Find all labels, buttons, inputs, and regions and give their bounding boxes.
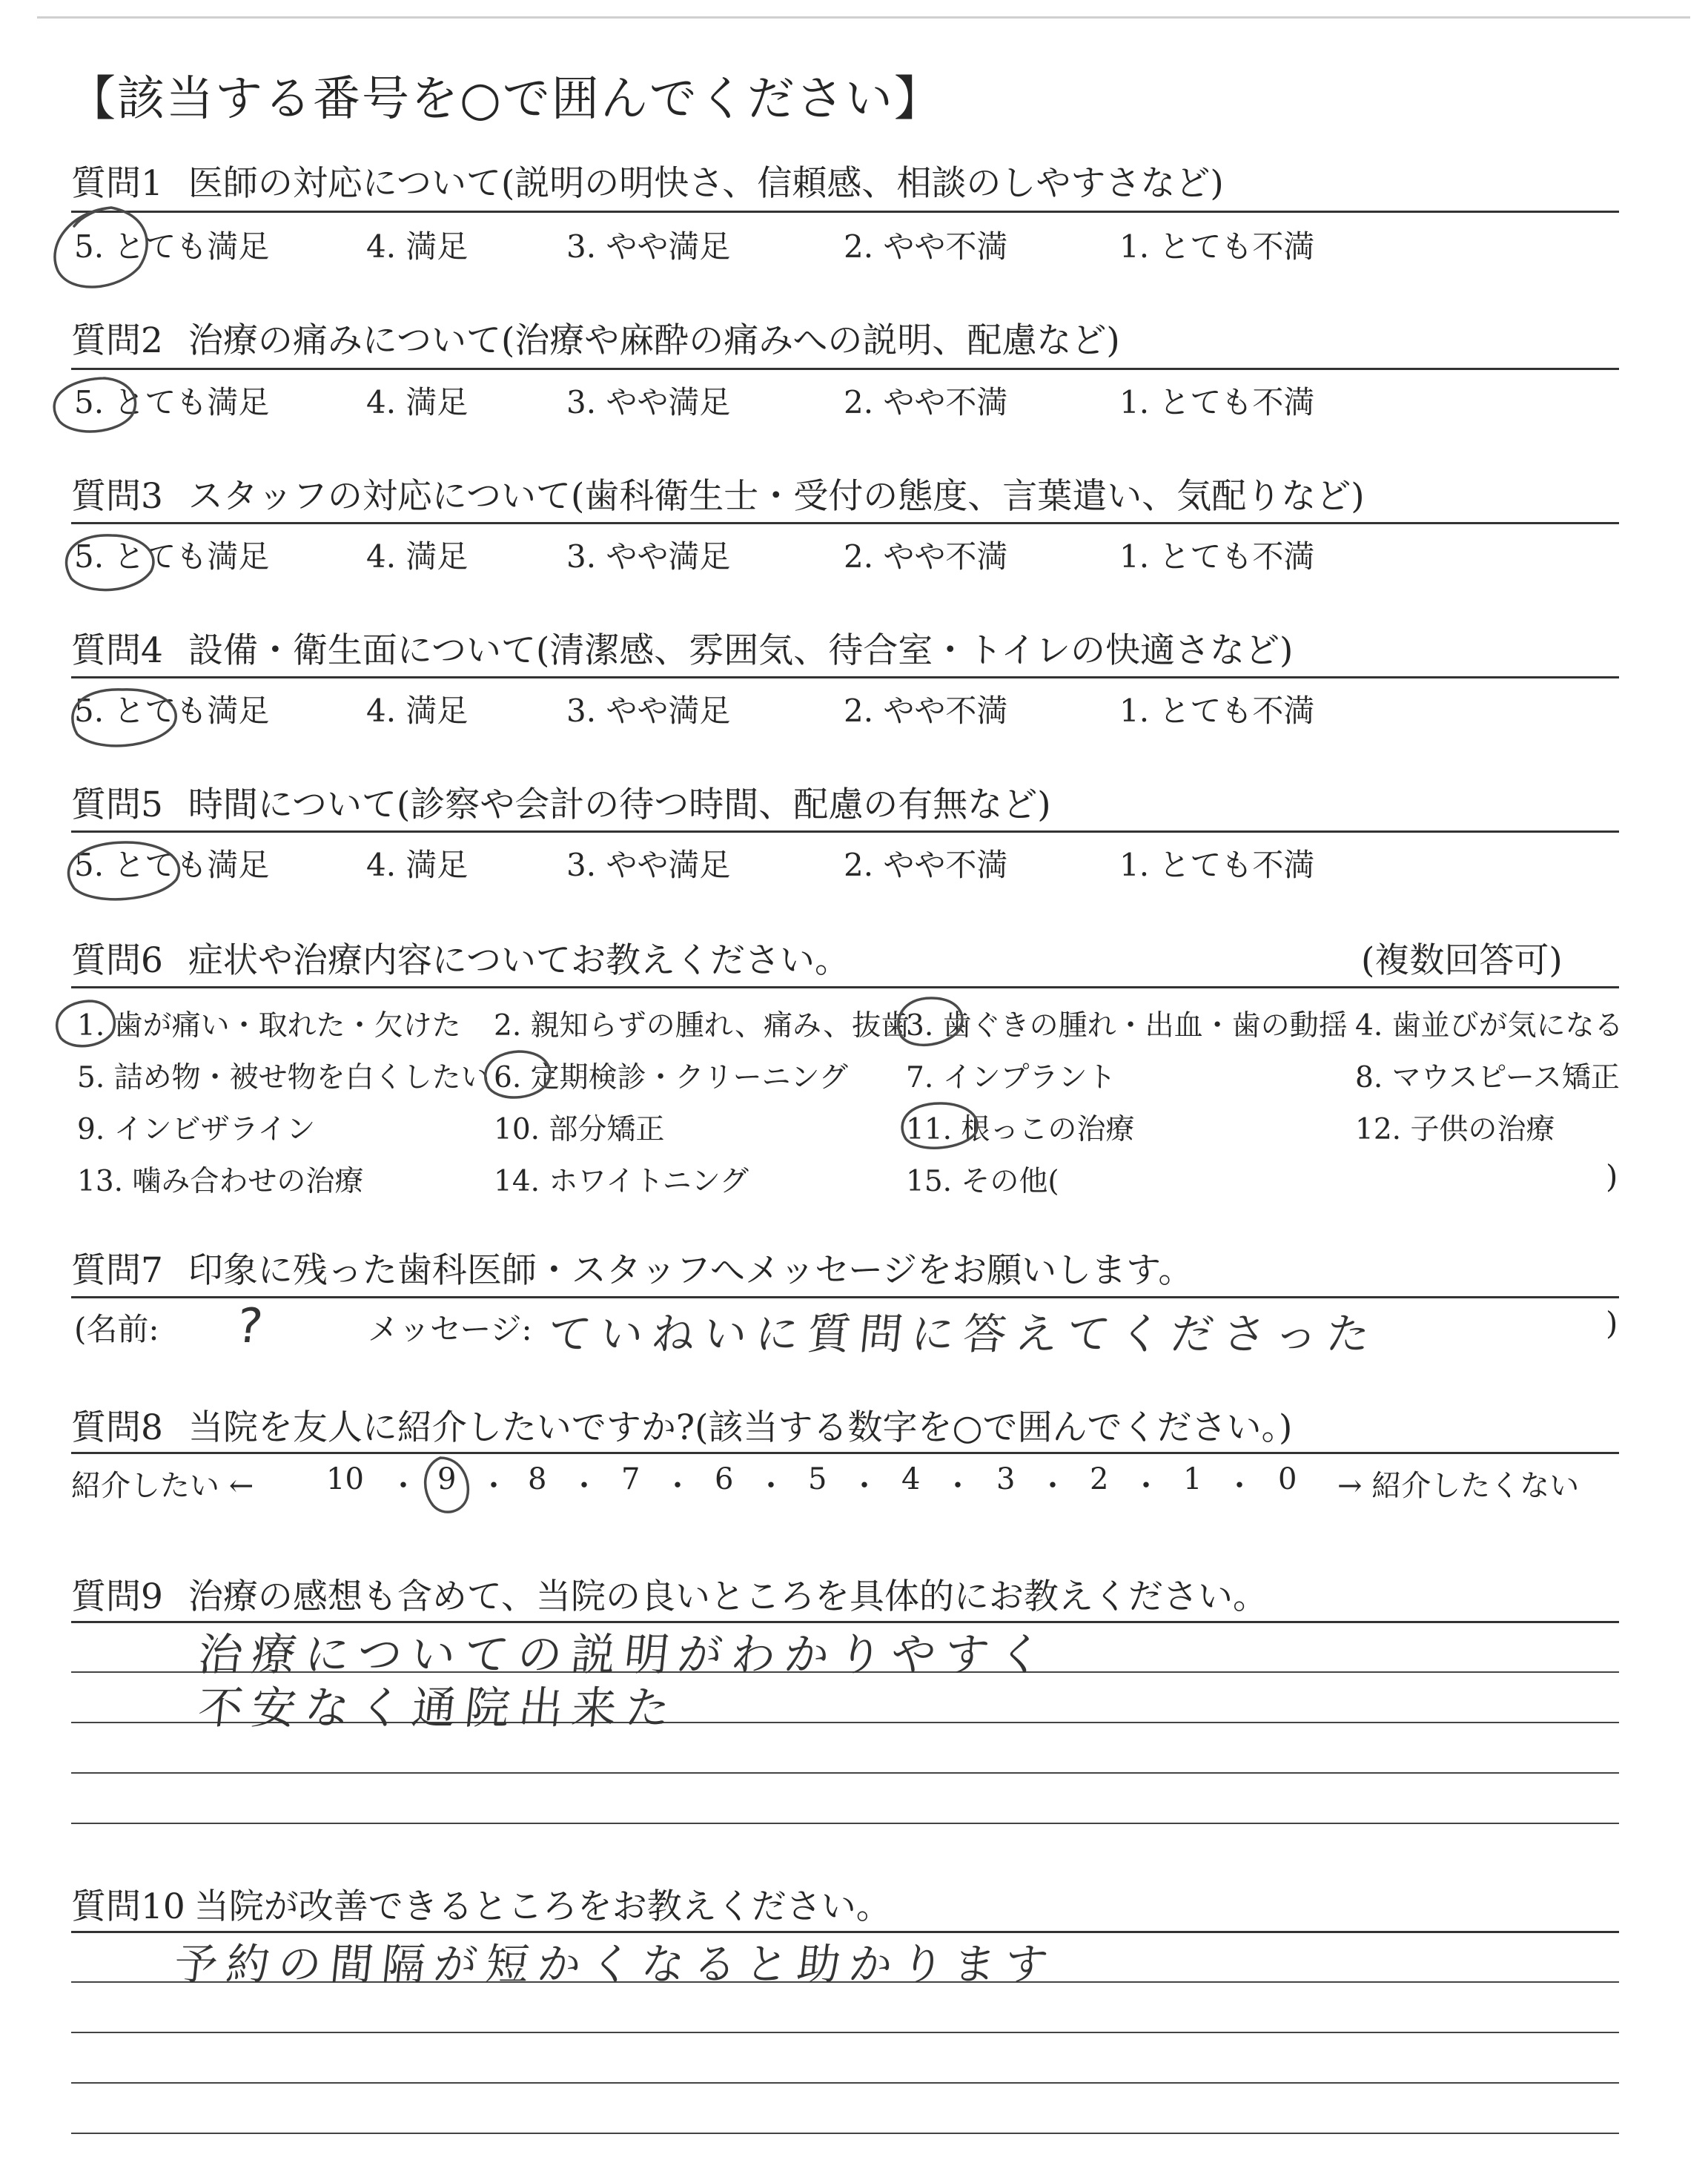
question-number: 質問6: [71, 940, 163, 981]
option-1[interactable]: 1. とても不満: [1119, 847, 1315, 883]
question-9: [71, 1569, 1268, 1619]
scale-dot: ・: [663, 1469, 692, 1503]
scale-8[interactable]: 8: [528, 1462, 547, 1496]
question-1: [71, 156, 1224, 205]
option-5[interactable]: 5. とても満足: [74, 847, 270, 883]
message-label: メッセージ:: [368, 1311, 532, 1347]
treatment-option-12[interactable]: 12. 子供の治療: [1355, 1113, 1555, 1146]
treatment-option-2[interactable]: 2. 親知らずの腫れ、痛み、抜歯: [494, 1009, 910, 1043]
scale-6[interactable]: 6: [715, 1462, 734, 1496]
treatment-option-14[interactable]: 14. ホワイトニング: [494, 1165, 749, 1198]
name-label: (名前:: [74, 1311, 159, 1347]
question-7: [71, 1243, 1193, 1292]
question-text: 医師の対応について(説明の明快さ、信頼感、相談のしやすさなど): [188, 163, 1224, 204]
option-5[interactable]: 5. とても満足: [74, 693, 270, 729]
option-4[interactable]: 4. 満足: [366, 384, 469, 420]
question-number: 質問10: [71, 1886, 185, 1927]
scale-4[interactable]: 4: [901, 1462, 921, 1496]
scale-7[interactable]: 7: [621, 1462, 640, 1496]
treatment-option-11[interactable]: 11. 根っこの治療: [906, 1113, 1135, 1146]
message-handwritten[interactable]: ていねいに質問に答えてくださった: [545, 1309, 1382, 1359]
question-rule: [71, 211, 1619, 213]
recommend-right-label: → 紹介したくない: [1337, 1469, 1580, 1503]
question-number: 質問2: [71, 320, 163, 361]
question-text: 治療の感想も含めて、当院の良いところを具体的にお教えください。: [188, 1576, 1268, 1617]
option-2[interactable]: 2. やや不満: [844, 384, 1008, 420]
question-rule: [71, 1452, 1619, 1454]
option-3[interactable]: 3. やや満足: [566, 384, 731, 420]
option-1[interactable]: 1. とても不満: [1119, 384, 1315, 420]
treatment-option-1[interactable]: 1. 歯が痛い・取れた・欠けた: [77, 1009, 461, 1043]
question-text: 治療の痛みについて(治療や麻酔の痛みへの説明、配慮など): [188, 320, 1120, 361]
question-rule: [71, 522, 1619, 524]
question-number: 質問1: [71, 163, 163, 204]
question-text: 症状や治療内容についてお教えください。: [188, 940, 850, 981]
option-3[interactable]: 3. やや満足: [566, 693, 731, 729]
option-2[interactable]: 2. やや不満: [844, 847, 1008, 883]
treatment-option-3[interactable]: 3. 歯ぐきの腫れ・出血・歯の動揺: [906, 1009, 1348, 1043]
option-2[interactable]: 2. やや不満: [844, 693, 1008, 729]
option-2[interactable]: 2. やや不満: [844, 538, 1008, 575]
option-3[interactable]: 3. やや満足: [566, 228, 731, 265]
treatment-option-6[interactable]: 6. 定期検診・クリーニング: [494, 1061, 848, 1094]
option-4[interactable]: 4. 満足: [366, 228, 469, 265]
multiple-answer-note: (複数回答可): [1361, 940, 1563, 981]
treatment-option-13[interactable]: 13. 噛み合わせの治療: [77, 1165, 364, 1198]
option-1[interactable]: 1. とても不満: [1119, 228, 1315, 265]
scale-dot: ・: [569, 1469, 599, 1503]
treatment-option-7[interactable]: 7. インプラント: [906, 1061, 1116, 1094]
question-5: [71, 777, 1051, 827]
option-4[interactable]: 4. 満足: [366, 847, 469, 883]
question-rule: [71, 830, 1619, 833]
treatment-option-8[interactable]: 8. マウスピース矯正: [1355, 1061, 1620, 1094]
scale-dot: ・: [479, 1469, 509, 1503]
question-text: 印象に残った歯科医師・スタッフへメッセージをお願いします。: [188, 1250, 1194, 1291]
option-5[interactable]: 5. とても満足: [74, 228, 270, 265]
q9-answer-line-2[interactable]: 不安なく通院出来た: [195, 1682, 682, 1734]
question-2: [71, 313, 1120, 363]
scale-0[interactable]: 0: [1278, 1462, 1297, 1496]
answer-line: [71, 2082, 1619, 2084]
answer-line: [71, 1823, 1619, 1824]
q9-answer-line-1[interactable]: 治療についての説明がわかりやすく: [195, 1629, 1054, 1681]
top-border: [37, 16, 1690, 19]
question-rule: [71, 368, 1619, 370]
scale-9[interactable]: 9: [437, 1462, 457, 1496]
treatment-option-15[interactable]: 15. その他(: [906, 1165, 1059, 1198]
page-title: 【該当する番号を○で囲んでください】: [68, 72, 943, 127]
scale-dot: ・: [388, 1469, 418, 1503]
scale-10[interactable]: 10: [326, 1462, 364, 1496]
answer-line: [71, 2133, 1619, 2134]
question-number: 質問7: [71, 1250, 163, 1291]
option-4[interactable]: 4. 満足: [366, 538, 469, 575]
q10-answer-line-1[interactable]: 予約の間隔が短かくなると助かります: [171, 1939, 1060, 1989]
option-2[interactable]: 2. やや不満: [844, 228, 1008, 265]
question-10: [71, 1879, 891, 1929]
scale-5[interactable]: 5: [808, 1462, 827, 1496]
recommend-left-label: 紹介したい ←: [71, 1469, 254, 1503]
option-3[interactable]: 3. やや満足: [566, 538, 731, 575]
option-3[interactable]: 3. やや満足: [566, 847, 731, 883]
question-3: [71, 469, 1365, 518]
option-1[interactable]: 1. とても不満: [1119, 538, 1315, 575]
question-text: 時間について(診察や会計の待つ時間、配慮の有無など): [188, 785, 1051, 825]
scale-dot: ・: [1131, 1469, 1161, 1503]
question-number: 質問5: [71, 785, 163, 825]
scale-3[interactable]: 3: [996, 1462, 1016, 1496]
treatment-option-4[interactable]: 4. 歯並びが気になる: [1355, 1009, 1623, 1043]
scale-dot: ・: [1225, 1469, 1254, 1503]
scale-dot: ・: [756, 1469, 786, 1503]
answer-line: [71, 2032, 1619, 2033]
option-5[interactable]: 5. とても満足: [74, 538, 270, 575]
option-1[interactable]: 1. とても不満: [1119, 693, 1315, 729]
question-text: 当院が改善できるところをお教えください。: [193, 1886, 891, 1927]
question-number: 質問3: [71, 476, 163, 517]
treatment-option-10[interactable]: 10. 部分矯正: [494, 1113, 665, 1146]
treatment-option-5[interactable]: 5. 詰め物・被せ物を白くしたい: [77, 1061, 490, 1094]
question-number: 質問4: [71, 630, 163, 671]
message-close-paren: ): [1606, 1305, 1618, 1341]
scale-1[interactable]: 1: [1183, 1462, 1202, 1496]
question-rule: [71, 986, 1619, 988]
question-number: 質問8: [71, 1407, 163, 1448]
answer-line: [71, 1772, 1619, 1774]
question-text: スタッフの対応について(歯科衛生士・受付の態度、言葉遣い、気配りなど): [188, 476, 1365, 517]
scale-dot: ・: [850, 1469, 879, 1503]
option-4[interactable]: 4. 満足: [366, 693, 469, 729]
question-rule: [71, 676, 1619, 678]
question-text: 設備・衛生面について(清潔感、雰囲気、待合室・トイレの快適さなど): [188, 630, 1294, 671]
scale-2[interactable]: 2: [1090, 1462, 1109, 1496]
other-close-paren: ): [1606, 1158, 1618, 1195]
name-handwritten[interactable]: ?: [234, 1299, 274, 1354]
question-4: [71, 623, 1293, 673]
treatment-option-9[interactable]: 9. インビザライン: [77, 1113, 316, 1146]
question-number: 質問9: [71, 1576, 163, 1617]
scale-dot: ・: [943, 1469, 973, 1503]
question-rule: [71, 1296, 1619, 1298]
question-text: 当院を友人に紹介したいですか?(該当する数字を○で囲んでください。): [188, 1407, 1293, 1448]
question-6: [71, 933, 850, 982]
scale-dot: ・: [1038, 1469, 1068, 1503]
question-8: [71, 1400, 1292, 1450]
option-5[interactable]: 5. とても満足: [74, 384, 270, 420]
